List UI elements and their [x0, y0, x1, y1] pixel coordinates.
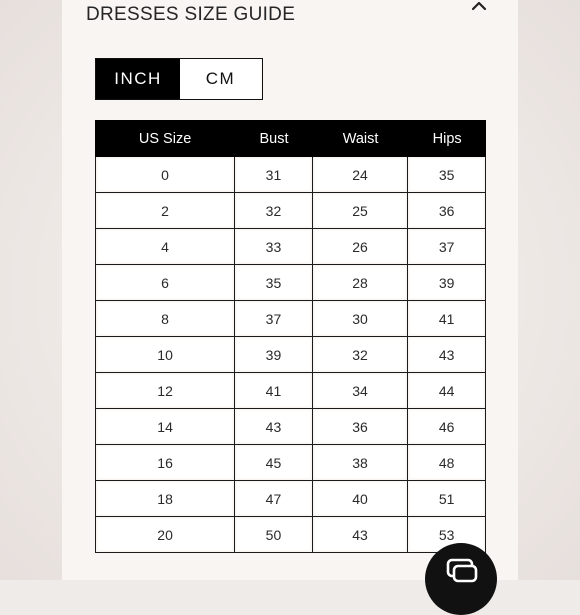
cell-hips: 36 — [408, 193, 486, 229]
table-row — [95, 409, 486, 445]
cell-us-size: 14 — [95, 409, 235, 445]
cell-waist: 26 — [313, 229, 409, 265]
cell-bust: 33 — [235, 229, 313, 265]
cell-us-size: 2 — [95, 193, 235, 229]
cell-waist: 24 — [313, 157, 409, 193]
chat-bubbles-icon — [445, 557, 479, 585]
cell-us-size: 0 — [95, 157, 235, 193]
cell-hips: 51 — [408, 481, 486, 517]
cell-waist: 32 — [313, 337, 409, 373]
table-row — [95, 193, 486, 229]
cell-waist: 38 — [313, 445, 409, 481]
cell-us-size: 6 — [95, 265, 235, 301]
size-table — [95, 120, 486, 553]
cell-us-size: 18 — [95, 481, 235, 517]
table-body — [95, 157, 486, 553]
cell-bust: 39 — [235, 337, 313, 373]
cell-bust: 41 — [235, 373, 313, 409]
table-row — [95, 337, 486, 373]
table-row — [95, 373, 486, 409]
cell-us-size: 8 — [95, 301, 235, 337]
cell-waist: 30 — [313, 301, 409, 337]
unit-toggle — [95, 58, 263, 100]
cell-us-size: 4 — [95, 229, 235, 265]
cell-waist: 36 — [313, 409, 409, 445]
chevron-up-icon[interactable] — [469, 0, 489, 12]
cell-hips: 43 — [408, 337, 486, 373]
cell-hips: 48 — [408, 445, 486, 481]
cell-bust: 43 — [235, 409, 313, 445]
header-waist: Waist — [313, 120, 409, 157]
table-row — [95, 301, 486, 337]
table-row — [95, 517, 486, 553]
cell-hips: 41 — [408, 301, 486, 337]
cell-bust: 31 — [235, 157, 313, 193]
cell-bust: 35 — [235, 265, 313, 301]
cell-bust: 47 — [235, 481, 313, 517]
cell-waist: 25 — [313, 193, 409, 229]
unit-inch-button[interactable]: INCH — [96, 59, 180, 99]
chat-button[interactable] — [425, 543, 497, 615]
page-title: DRESSES SIZE GUIDE — [86, 4, 296, 25]
cell-us-size: 20 — [95, 517, 235, 553]
table-row — [95, 229, 486, 265]
header-hips: Hips — [408, 120, 486, 157]
table-row — [95, 265, 486, 301]
cell-us-size: 12 — [95, 373, 235, 409]
cell-hips: 35 — [408, 157, 486, 193]
header-bust: Bust — [235, 120, 313, 157]
table-header-row — [95, 120, 486, 157]
cell-waist: 40 — [313, 481, 409, 517]
table-row — [95, 157, 486, 193]
cell-bust: 32 — [235, 193, 313, 229]
cell-bust: 45 — [235, 445, 313, 481]
cell-hips: 53 — [408, 517, 486, 553]
cell-waist: 28 — [313, 265, 409, 301]
cell-hips: 46 — [408, 409, 486, 445]
cell-hips: 37 — [408, 229, 486, 265]
cell-waist: 34 — [313, 373, 409, 409]
cell-us-size: 10 — [95, 337, 235, 373]
cell-waist: 43 — [313, 517, 409, 553]
cell-hips: 44 — [408, 373, 486, 409]
header-us-size: US Size — [95, 120, 235, 157]
cell-us-size: 16 — [95, 445, 235, 481]
cell-bust: 50 — [235, 517, 313, 553]
cell-bust: 37 — [235, 301, 313, 337]
table-row — [95, 445, 486, 481]
table-row — [95, 481, 486, 517]
cell-hips: 39 — [408, 265, 486, 301]
unit-cm-button[interactable]: CM — [180, 59, 261, 99]
